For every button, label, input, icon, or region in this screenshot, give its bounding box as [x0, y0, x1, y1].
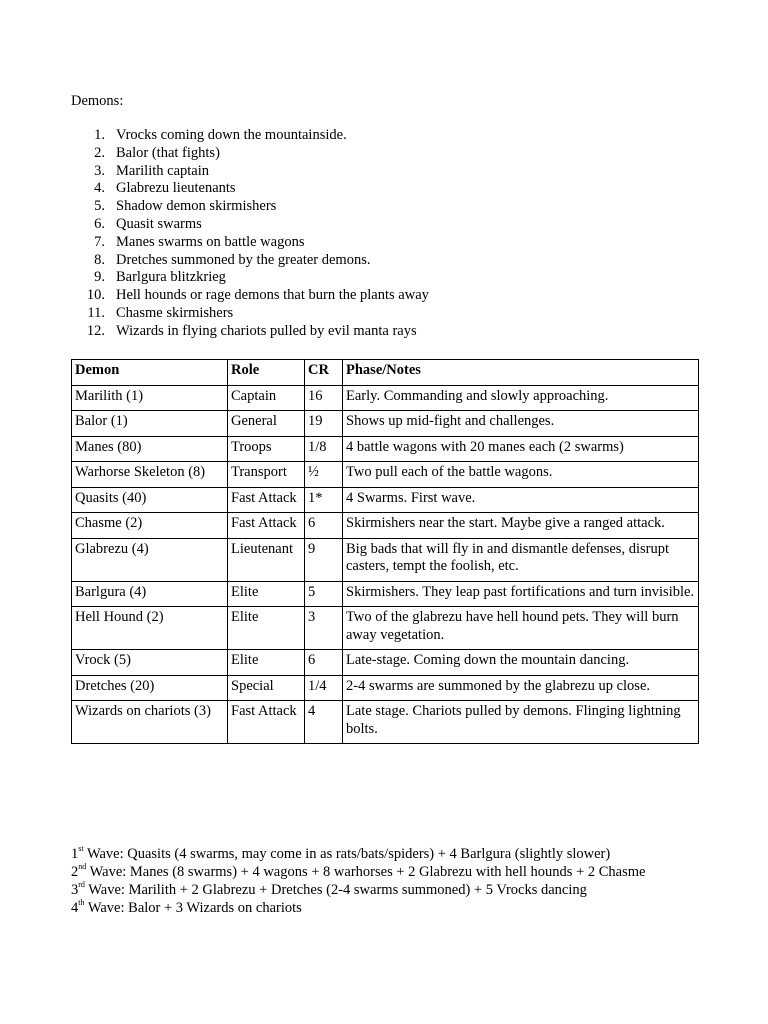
- cell-role: Fast Attack: [228, 513, 305, 539]
- list-item: [71, 163, 429, 181]
- cell-role: Elite: [228, 650, 305, 676]
- table-row: [72, 675, 699, 701]
- table-header-row: [72, 360, 699, 386]
- cell-notes: 2-4 swarms are summoned by the glabrezu up close.: [343, 675, 699, 701]
- list-item: [71, 180, 429, 198]
- cell-notes: Two pull each of the battle wagons.: [343, 462, 699, 488]
- cell-cr: 5: [305, 581, 343, 607]
- cell-role: Fast Attack: [228, 701, 305, 744]
- list-text: Manes swarms on battle wagons: [116, 233, 305, 250]
- list-item: [71, 216, 429, 234]
- wave-text: Wave: Quasits (4 swarms, may come in as rats/bats/spiders) + 4 Barlgura (slightly slower): [83, 846, 611, 862]
- cell-notes: 4 Swarms. First wave.: [343, 487, 699, 513]
- table-row: [72, 650, 699, 676]
- document-heading: Demons:: [71, 93, 124, 109]
- header-phase-notes: Phase/Notes: [343, 360, 699, 386]
- table-row: [72, 538, 699, 581]
- wave-ordinal-suffix: nd: [78, 862, 87, 871]
- list-text: Marilith captain: [116, 162, 210, 179]
- cell-demon: Barlgura (4): [72, 581, 228, 607]
- list-number: 11.: [87, 304, 105, 321]
- list-item: [71, 287, 429, 305]
- table-row: [72, 385, 699, 411]
- wave-number: 4: [71, 900, 79, 916]
- table-row: [72, 701, 699, 744]
- list-text: Shadow demon skirmishers: [116, 198, 277, 215]
- list-number: 8.: [94, 251, 105, 268]
- wave-list: [71, 845, 645, 917]
- cell-demon: Hell Hound (2): [72, 607, 228, 650]
- cell-notes: Skirmishers near the start. Maybe give a ranged attack.: [343, 513, 699, 539]
- cell-demon: Quasits (40): [72, 487, 228, 513]
- wave-text: Wave: Balor + 3 Wizards on chariots: [84, 900, 302, 916]
- table-row: [72, 487, 699, 513]
- list-item: [71, 269, 429, 287]
- cell-notes: Skirmishers. They leap past fortifications and turn invisible.: [343, 581, 699, 607]
- demon-table: [71, 359, 699, 744]
- cell-demon: Chasme (2): [72, 513, 228, 539]
- list-item: [71, 127, 429, 145]
- list-number: 5.: [94, 198, 105, 215]
- cell-cr: 1*: [305, 487, 343, 513]
- table-row: [72, 581, 699, 607]
- cell-role: Elite: [228, 581, 305, 607]
- list-text: Quasit swarms: [116, 215, 202, 232]
- cell-demon: Manes (80): [72, 436, 228, 462]
- cell-role: Transport: [228, 462, 305, 488]
- wave-ordinal-suffix: rd: [78, 880, 85, 889]
- list-number: 1.: [94, 127, 105, 143]
- list-item: [71, 145, 429, 163]
- cell-role: General: [228, 411, 305, 437]
- cell-cr: 19: [305, 411, 343, 437]
- list-item: [71, 198, 429, 216]
- list-text: Wizards in flying chariots pulled by evil manta rays: [116, 322, 417, 339]
- list-item: [71, 252, 429, 270]
- list-number: 12.: [86, 322, 105, 339]
- list-number: 3.: [94, 162, 105, 179]
- wave-ordinal-suffix: th: [78, 898, 85, 907]
- list-item: [71, 234, 429, 252]
- list-number: 2.: [94, 144, 105, 161]
- table-row: [72, 411, 699, 437]
- wave-line: [71, 899, 645, 917]
- table-row: [72, 462, 699, 488]
- wave-number: 2: [71, 864, 79, 880]
- cell-demon: Warhorse Skeleton (8): [72, 462, 228, 488]
- cell-demon: Glabrezu (4): [72, 538, 228, 581]
- demon-list: [71, 127, 429, 341]
- cell-cr: ½: [305, 462, 343, 488]
- list-number: 4.: [94, 180, 105, 197]
- wave-ordinal-suffix: st: [78, 844, 84, 853]
- wave-line: [71, 845, 645, 863]
- wave-line: [71, 881, 645, 899]
- wave-text: Wave: Manes (8 swarms) + 4 wagons + 8 warhorses + 2 Glabrezu with hell hounds + 2 Chasme: [86, 864, 646, 880]
- cell-cr: 3: [305, 607, 343, 650]
- cell-demon: Vrock (5): [72, 650, 228, 676]
- cell-notes: Shows up mid-fight and challenges.: [343, 411, 699, 437]
- list-number: 10.: [86, 287, 105, 304]
- wave-number: 1: [71, 846, 79, 862]
- header-role: Role: [228, 360, 305, 386]
- cell-cr: 6: [305, 513, 343, 539]
- cell-role: Troops: [228, 436, 305, 462]
- list-text: Dretches summoned by the greater demons.: [116, 251, 371, 268]
- cell-role: Captain: [228, 385, 305, 411]
- cell-demon: Wizards on chariots (3): [72, 701, 228, 744]
- cell-notes: Late stage. Chariots pulled by demons. Flinging lightning bolts.: [343, 701, 699, 744]
- list-text: Balor (that fights): [116, 144, 220, 161]
- wave-number: 3: [71, 882, 79, 898]
- list-text: Chasme skirmishers: [116, 304, 234, 321]
- cell-cr: 9: [305, 538, 343, 581]
- header-demon: Demon: [72, 360, 228, 386]
- list-number: 7.: [94, 233, 105, 250]
- list-text: Glabrezu lieutenants: [116, 180, 236, 197]
- list-number: 6.: [94, 215, 105, 232]
- table-row: [72, 436, 699, 462]
- cell-cr: 1/8: [305, 436, 343, 462]
- cell-demon: Dretches (20): [72, 675, 228, 701]
- header-cr: CR: [305, 360, 343, 386]
- list-item: [71, 323, 429, 341]
- list-text: Barlgura blitzkrieg: [116, 269, 226, 286]
- cell-cr: 16: [305, 385, 343, 411]
- cell-notes: Two of the glabrezu have hell hound pets. They will burn away vegetation.: [343, 607, 699, 650]
- cell-notes: 4 battle wagons with 20 manes each (2 swarms): [343, 436, 699, 462]
- cell-role: Elite: [228, 607, 305, 650]
- cell-cr: 4: [305, 701, 343, 744]
- table-row: [72, 513, 699, 539]
- list-item: [71, 305, 429, 323]
- wave-text: Wave: Marilith + 2 Glabrezu + Dretches (2-4 swarms summoned) + 5 Vrocks dancing: [84, 882, 587, 898]
- list-text: Vrocks coming down the mountainside.: [116, 127, 347, 143]
- cell-role: Lieutenant: [228, 538, 305, 581]
- cell-demon: Marilith (1): [72, 385, 228, 411]
- table-row: [72, 607, 699, 650]
- cell-notes: Late-stage. Coming down the mountain dancing.: [343, 650, 699, 676]
- cell-notes: Early. Commanding and slowly approaching.: [343, 385, 699, 411]
- cell-cr: 6: [305, 650, 343, 676]
- wave-line: [71, 863, 645, 881]
- cell-role: Special: [228, 675, 305, 701]
- cell-notes: Big bads that will fly in and dismantle defenses, disrupt casters, tempt the foolish, etc.: [343, 538, 699, 581]
- list-text: Hell hounds or rage demons that burn the plants away: [116, 287, 429, 304]
- cell-cr: 1/4: [305, 675, 343, 701]
- cell-role: Fast Attack: [228, 487, 305, 513]
- cell-demon: Balor (1): [72, 411, 228, 437]
- list-number: 9.: [94, 269, 105, 286]
